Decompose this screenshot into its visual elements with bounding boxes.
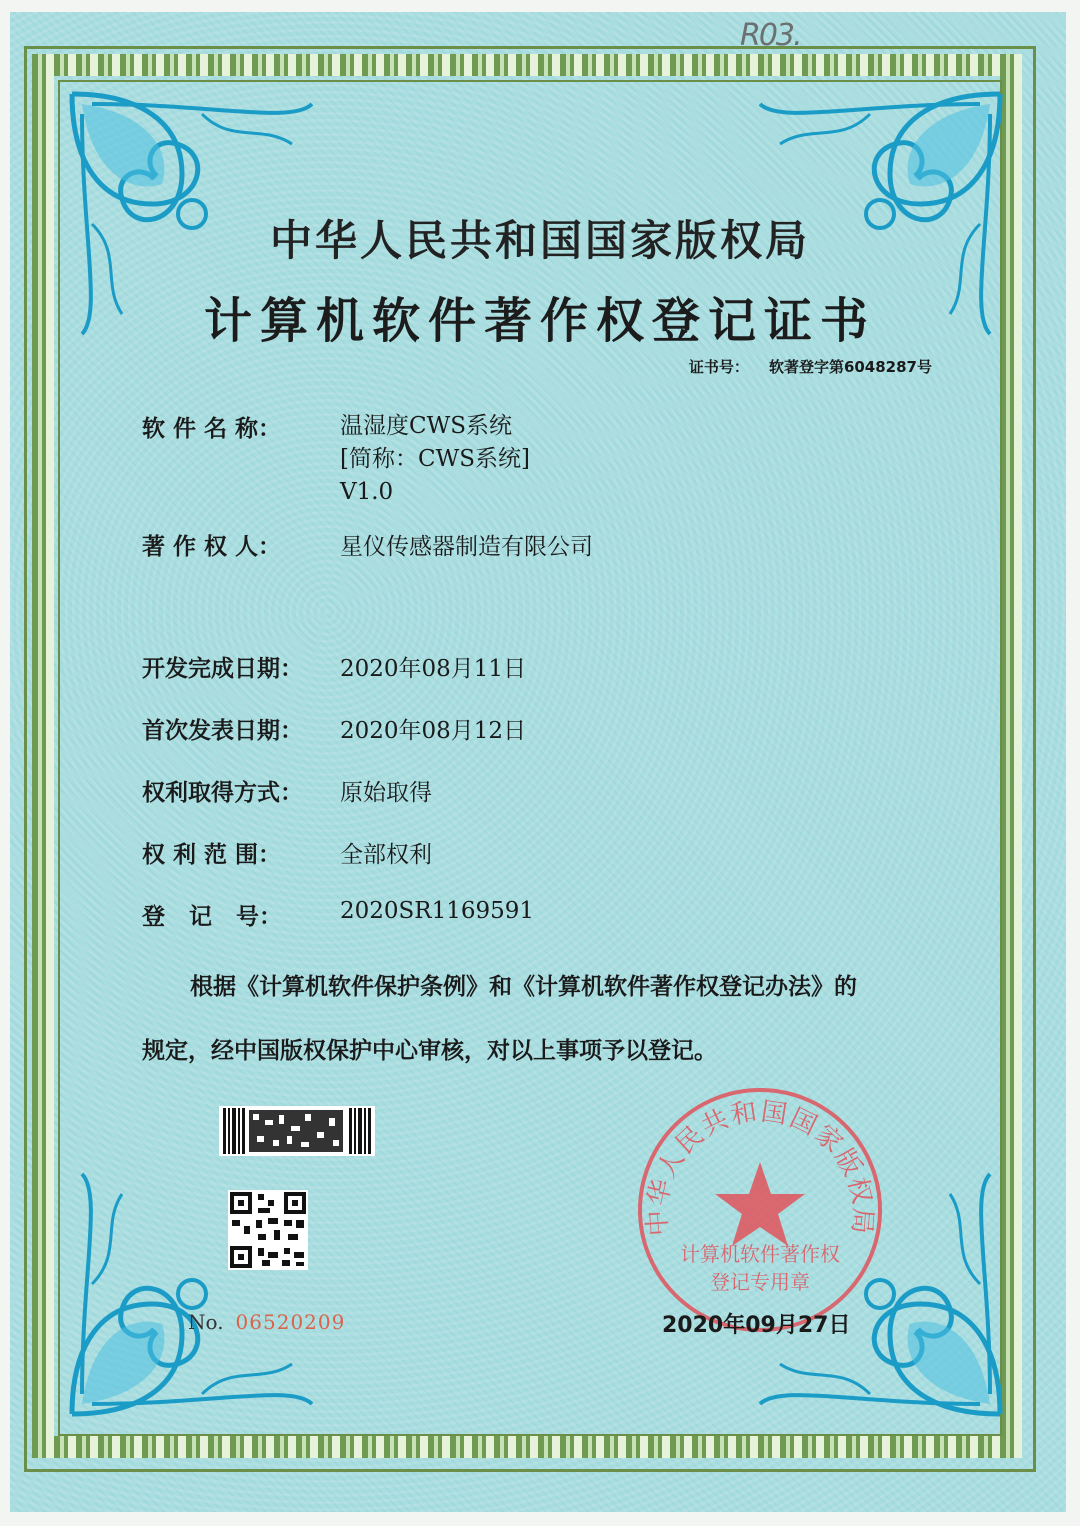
barcode [219,1106,375,1156]
seal-text-line-2: 登记专用章 [710,1270,810,1294]
issue-date: 2020年09月27日 [662,1313,851,1338]
seal-star-icon [715,1162,805,1246]
seal-text-line-1: 计算机软件著作权 [680,1242,840,1266]
statement-line-2: 规定，经中国版权保护中心审核，对以上事项予以登记。 [142,1038,717,1064]
field-registration-number [142,898,535,931]
acquisition-method-label: 权利取得方式： [142,780,303,806]
serial-prefix: No. [188,1310,224,1334]
issuer-title: 中华人民共和国国家版权局 [269,216,810,265]
registration-number-value: 2020SR1169591 [340,898,535,924]
qr-code [228,1190,308,1270]
copyright-holder-value: 星仪传感器制造有限公司 [340,534,593,560]
publication-date-value: 2020年08月12日 [340,718,527,744]
field-development-date [142,650,527,683]
development-date-value: 2020年08月11日 [340,656,527,682]
seal-ring-text: 中华人民共和国国家版权局 [642,1096,878,1238]
acquisition-method-value: 原始取得 [340,780,432,806]
certificate-number-value: 软著登字第6048287号 [768,358,932,376]
scope-of-rights-value: 全部权利 [340,842,432,868]
field-publication-date [142,712,527,745]
development-date-label: 开发完成日期： [142,656,303,682]
software-version-line: V1.0 [340,479,394,505]
field-acquisition-method [142,774,432,807]
field-scope-of-rights [142,836,432,869]
publication-date-label: 首次发表日期： [142,718,303,744]
certificate-title: 计算机软件著作权登记证书 [203,293,876,349]
registration-number-label: 登 记 号： [142,904,283,930]
field-software-name [142,410,530,505]
scope-of-rights-label: 权 利 范 围： [142,842,282,868]
software-name-line: 温湿度CWS系统 [340,413,512,439]
serial-value: 06520209 [235,1310,346,1334]
copyright-holder-label: 著 作 权 人： [142,534,282,560]
handwritten-mark: R03. [740,18,801,53]
statement-line-1: 根据《计算机软件保护条例》和《计算机软件著作权登记办法》的 [190,974,857,1000]
software-short-name-line: [简称：CWS系统] [340,446,530,472]
software-name-label: 软 件 名 称： [142,416,282,442]
field-copyright-holder [142,528,593,561]
software-name-values [340,410,530,509]
certificate-number [689,356,932,377]
official-seal-stamp [634,1084,886,1336]
certificate-number-label: 证书号： [688,358,749,376]
serial-number [188,1310,345,1334]
